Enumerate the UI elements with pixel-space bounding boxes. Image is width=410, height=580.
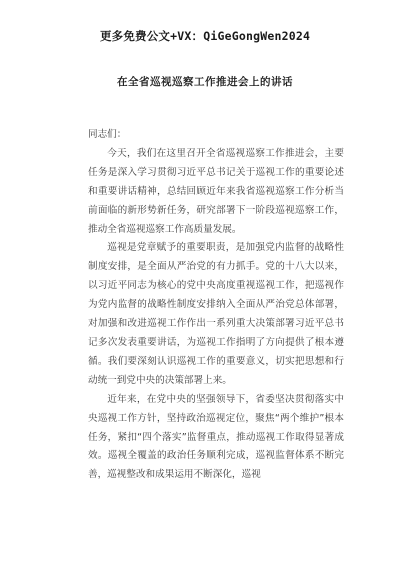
watermark-header: 更多免费公文+VX：QiGeGongWen2024 [99,29,311,43]
salutation: 同志们： [88,129,127,140]
paragraph-2: 巡视是党章赋予的重要职责，是加强党内监督的战略性制度安排，是全面从严治党的有力抓手。党的十八大以来，以习近平同志为核心的党中央高度重视巡视工作，把巡视作为党内监督的战略性制度安排纳入全面从严治党总体部署，对加强和改进巡视工作作出一系列重大决策部署习近平总书记多次发表重要讲话，为巡视工作指明了方向提供了根本遵循。我们要深刻认识巡视工作的重要意义，切实把思想和行动统一到党中央的决策部署上来。 [88,242,344,386]
document-body [88,126,344,485]
paragraph-1: 今天，我们在这里召开全省巡视巡察工作推进会，主要任务是深入学习贯彻习近平总书记关于巡视工作的重要论述和重要讲话精神，总结回顾近年来我省巡视巡察工作分析当前面临的新形势新任务，研究部署下一阶段巡视巡察工作，推动全省巡视巡察工作高质量发展。 [88,147,344,235]
document-title: 在全省巡视巡察工作推进会上的讲话 [117,76,293,88]
paragraph-3: 近年来，在党中央的坚强领导下，省委坚决贯彻落实中央巡视工作方针，坚持政治巡视定位，聚焦“两个维护”根本任务，紧扣“四个落实”监督重点，推动巡视工作取得显著成效。巡视全覆盖的政治任务顺利完成，巡视监督体系不断完善，巡视整改和成果运用不断深化，巡视 [88,393,344,481]
